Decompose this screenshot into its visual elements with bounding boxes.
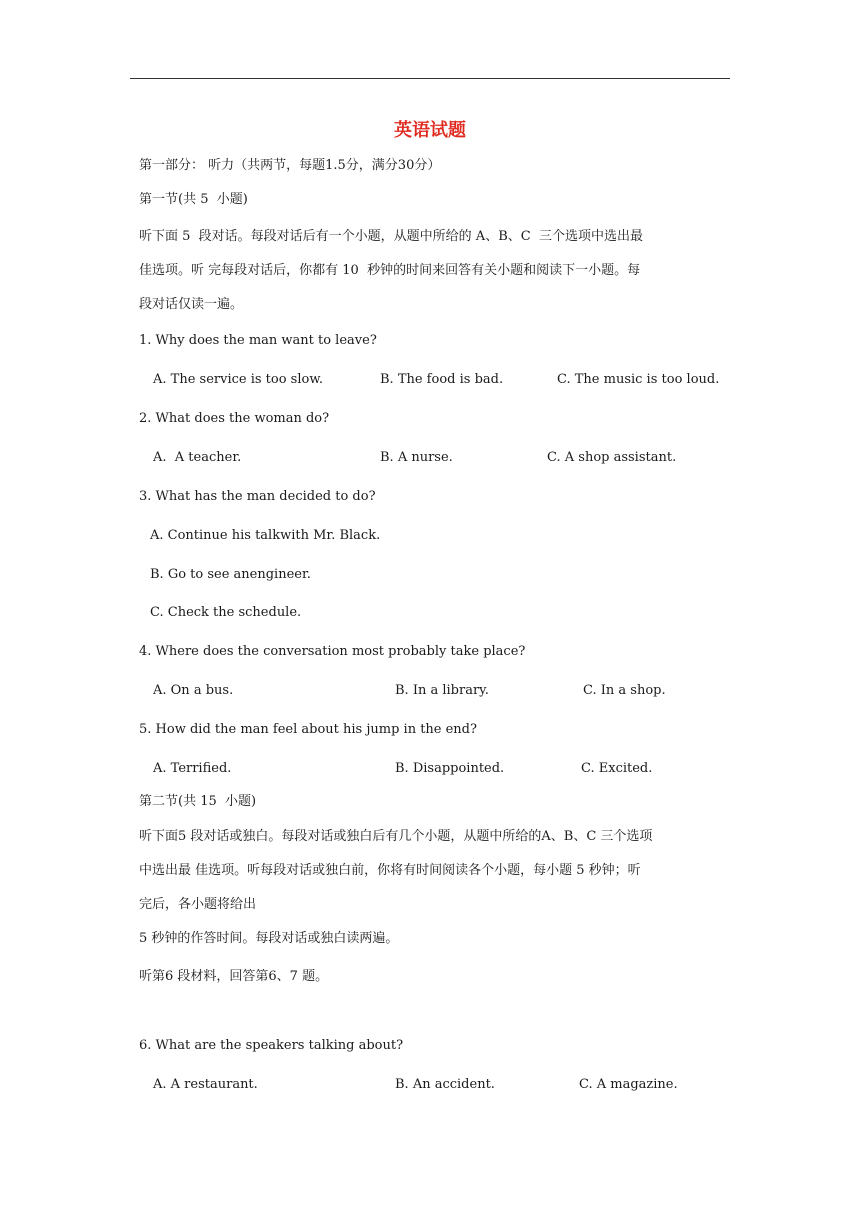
option-b: B. Disappointed.	[395, 761, 505, 776]
question-text: 5. How did the man feel about his jump in the end?	[139, 722, 477, 737]
option-b: B. A nurse.	[380, 450, 453, 465]
instruction-line: 5 秒钟的作答时间。每段对话或独白读两遍。	[139, 931, 399, 946]
instruction-line: 听下面 5 段对话。每段对话后有一个小题，从题中所给的 A、B、C 三个选项中选出最	[139, 229, 643, 244]
instruction-line: 中选出最 佳选项。听每段对话或独白前，你将有时间阅读各个小题，每小题 5 秒钟；听	[139, 863, 641, 878]
option-a: A. A restaurant.	[153, 1077, 258, 1092]
option-c: C. A shop assistant.	[547, 450, 677, 465]
option-a: A. On a bus.	[153, 683, 234, 698]
section-heading: 第二节(共 15 小题)	[139, 794, 257, 809]
option-a: A. Terrified.	[153, 761, 232, 776]
section-heading: 第一节(共 5 小题)	[139, 192, 248, 207]
question-text: 4. Where does the conversation most probably take place?	[139, 644, 526, 659]
option-c: C. A magazine.	[579, 1077, 678, 1092]
option-a: A. The service is too slow.	[153, 372, 324, 387]
question-text: 6. What are the speakers talking about?	[139, 1038, 404, 1053]
instruction-line: 段对话仅读一遍。	[139, 297, 244, 312]
question-text: 1. Why does the man want to leave?	[139, 333, 377, 348]
option-b: B. The food is bad.	[380, 372, 504, 387]
part-heading: 第一部分： 听力（共两节，每题1.5分，满分30分）	[139, 158, 441, 173]
option-c: C. In a shop.	[583, 683, 666, 698]
option-c: C. Check the schedule.	[150, 605, 302, 620]
option-c: C. Excited.	[581, 761, 653, 776]
header-rule	[130, 78, 730, 79]
option-b: B. In a library.	[395, 683, 489, 698]
question-text: 3. What has the man decided to do?	[139, 489, 376, 504]
instruction-line: 听下面5 段对话或独白。每段对话或独白后有几个小题，从题中所给的A、B、C 三个选项	[139, 829, 653, 844]
page-title: 英语试题	[394, 120, 466, 141]
option-a: A. Continue his talkwith Mr. Black.	[150, 528, 381, 543]
question-text: 2. What does the woman do?	[139, 411, 330, 426]
option-a: A. A teacher.	[153, 450, 242, 465]
option-c: C. The music is too loud.	[557, 372, 720, 387]
option-b: B. Go to see anengineer.	[150, 567, 311, 582]
instruction-line: 佳选项。听 完每段对话后，你都有 10 秒钟的时间来回答有关小题和阅读下一小题。每	[139, 263, 641, 278]
option-b: B. An accident.	[395, 1077, 495, 1092]
instruction-line: 完后，各小题将给出	[139, 897, 257, 912]
material-note: 听第6 段材料，回答第6、7 题。	[139, 969, 329, 984]
